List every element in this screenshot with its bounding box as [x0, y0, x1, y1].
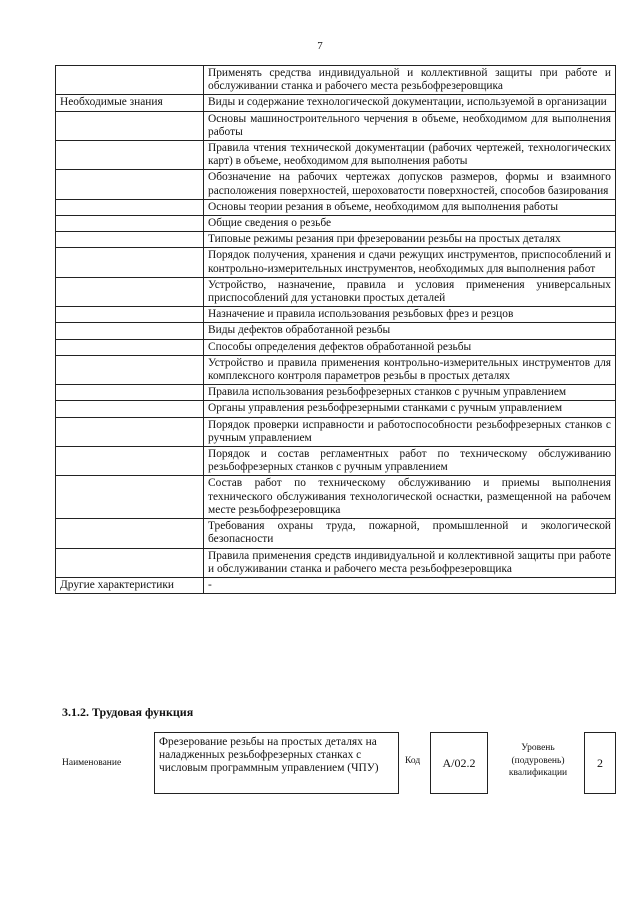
row-value: Назначение и правила использования резьбовых фрез и резцов — [204, 307, 616, 323]
row-label — [56, 447, 204, 476]
table-row — [56, 577, 616, 593]
row-value: - — [204, 577, 616, 593]
table-row — [56, 476, 616, 519]
row-label — [56, 519, 204, 548]
row-value: Правила чтения технической документации (рабочих чертежей, технологических карт) в объеме, необходимом для выполнения работы — [204, 141, 616, 170]
table-row — [56, 447, 616, 476]
row-label — [56, 248, 204, 277]
table-row — [56, 216, 616, 232]
row-label — [56, 141, 204, 170]
section-heading: 3.1.2. Трудовая функция — [62, 705, 194, 719]
row-value: Обозначение на рабочих чертежах допусков размеров, формы и взаимного расположения поверхностей, шероховатости поверхностей, способов базирования — [204, 170, 616, 199]
code-label: Код — [405, 756, 421, 766]
table-row — [56, 385, 616, 401]
table-row — [56, 401, 616, 417]
row-label — [56, 199, 204, 215]
table-row — [56, 277, 616, 306]
row-value: Порядок и состав регламентных работ по техническому обслуживанию резьбофрезерных станков с ручным управлением — [204, 447, 616, 476]
table-row — [56, 323, 616, 339]
row-label — [56, 111, 204, 140]
row-value: Состав работ по техническому обслуживанию и приемы выполнения технического обслуживания технологической оснастки, размещенной на рабочем месте резьбофрезеровщика — [204, 476, 616, 519]
table-row — [56, 307, 616, 323]
table-row — [56, 417, 616, 446]
name-label: Наименование — [62, 758, 122, 768]
row-label — [56, 385, 204, 401]
row-value: Основы машиностроительного черчения в объеме, необходимом для выполнения работы — [204, 111, 616, 140]
row-value: Устройство, назначение, правила и условия применения универсальных приспособлений для установки простых деталей — [204, 277, 616, 306]
table-row — [56, 141, 616, 170]
row-label — [56, 548, 204, 577]
row-label — [56, 417, 204, 446]
row-label — [56, 323, 204, 339]
row-label — [56, 277, 204, 306]
row-label — [56, 232, 204, 248]
table-row — [56, 66, 616, 95]
table-row — [56, 355, 616, 384]
row-label: Другие характеристики — [56, 577, 204, 593]
row-label — [56, 476, 204, 519]
name-value: Фрезерование резьбы на простых деталях на наладженных резьбофрезерных станках с числовым программным управлением (ЧПУ) — [154, 732, 399, 794]
row-value: Порядок получения, хранения и сдачи режущих инструментов, приспособлений и контрольно-измерительных инструментов, необходимых для выполнения работ — [204, 248, 616, 277]
table-row — [56, 199, 616, 215]
row-value: Виды дефектов обработанной резьбы — [204, 323, 616, 339]
row-label — [56, 307, 204, 323]
row-label — [56, 170, 204, 199]
row-label — [56, 401, 204, 417]
row-label — [56, 339, 204, 355]
level-label — [494, 742, 582, 780]
row-value: Правила применения средств индивидуальной и коллективной защиты при работе и обслуживании станка и рабочего места резьбофрезеровщика — [204, 548, 616, 577]
level-label-line1: Уровень — [521, 743, 555, 753]
level-label-line2: (подуровень) — [511, 755, 565, 766]
row-value: Устройство и правила применения контрольно-измерительных инструментов для комплексного контроля параметров резьбы в простых деталях — [204, 355, 616, 384]
level-value: 2 — [584, 732, 616, 794]
table-row — [56, 548, 616, 577]
table-row — [56, 95, 616, 111]
code-value: A/02.2 — [430, 732, 488, 794]
row-label — [56, 355, 204, 384]
row-value: Требования охраны труда, пожарной, промышленной и экологической безопасности — [204, 519, 616, 548]
table-row — [56, 232, 616, 248]
row-value: Типовые режимы резания при фрезеровании резьбы на простых деталях — [204, 232, 616, 248]
row-label — [56, 216, 204, 232]
row-value: Общие сведения о резьбе — [204, 216, 616, 232]
row-value: Способы определения дефектов обработанной резьбы — [204, 339, 616, 355]
row-value: Основы теории резания в объеме, необходимом для выполнения работы — [204, 199, 616, 215]
table-row — [56, 111, 616, 140]
row-value: Виды и содержание технологической документации, используемой в организации — [204, 95, 616, 111]
table-row — [56, 339, 616, 355]
row-value: Применять средства индивидуальной и коллективной защиты при работе и обслуживании станка и рабочего места резьбофрезеровщика — [204, 66, 616, 95]
table-row — [56, 170, 616, 199]
row-value: Правила использования резьбофрезерных станков с ручным управлением — [204, 385, 616, 401]
row-value: Порядок проверки исправности и работоспособности резьбофрезерных станков с ручным управлением — [204, 417, 616, 446]
page-number: 7 — [317, 40, 323, 52]
knowledge-table — [55, 65, 616, 594]
table-row — [56, 248, 616, 277]
row-value: Органы управления резьбофрезерными станками с ручным управлением — [204, 401, 616, 417]
table-row — [56, 519, 616, 548]
level-label-line3: квалификации — [508, 768, 568, 778]
row-label — [56, 66, 204, 95]
row-label: Необходимые знания — [56, 95, 204, 111]
